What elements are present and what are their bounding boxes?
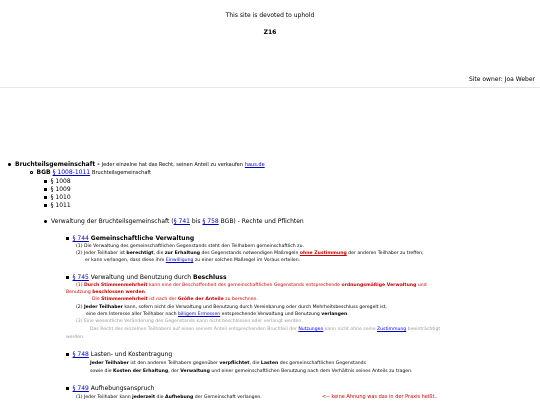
bullet-square-icon [66,276,69,279]
section-label: § 1008 [50,178,71,185]
header-line2: Z16 [263,29,277,36]
list-item-bgb [30,169,151,176]
link-745[interactable]: § 745 [72,274,89,281]
bullet-square-icon [66,237,69,240]
section-745-heading [66,274,227,281]
list-item-section [44,194,71,201]
paragraph: (1) Die Verwaltung des gemeinschaftlichen Gegenstands steht den Teilhabern gemeinschaftlich zu. [76,244,304,249]
text: berechtigt [126,251,154,256]
paragraph [76,395,262,400]
text: und einer gemeinschaftlichen Benutzung nach dem Verhältnis seines Anteils zu tragen. [209,369,413,374]
text: Lasten [260,361,279,366]
bullet-square-icon [44,180,47,183]
section-title: Lasten- und Kostentragung [90,351,173,358]
zustimmung-link[interactable]: Zustimmung [377,327,407,332]
verw-text: BGB) - Rechte und Pflichten [218,218,304,225]
text: kann nicht ohne seine [323,327,377,332]
bullet-square-icon [66,353,69,356]
verw-text: Verwaltung der Bruchteilsgemeinschaft ( [51,218,174,225]
verw-text: bis [189,218,203,225]
section-749-heading [66,385,154,392]
paragraph [90,361,366,366]
bullet-square-icon [44,196,47,199]
list-item-verwaltung [44,218,304,225]
einwilligung-link[interactable]: Einwilligung [165,258,194,263]
list-item-section [44,186,71,193]
section-label: § 1011 [50,202,71,209]
bullet-circle-icon [30,171,33,174]
text: Stimmenmehrheit [101,297,148,302]
ohne-zustimmung-link[interactable]: ohne Zustimmung [299,251,347,256]
paragraph [86,312,349,317]
paragraph [90,369,412,374]
text: , die [249,361,261,366]
paragraph: (3) Eine wesentliche Veränderung des Gegenstands kann nicht beschlossen oder verlangt werden. [76,319,303,324]
text: kann eine der Beschaffenheit des gemeinschaftlichen Gegenstands entsprechende [147,283,342,288]
section-title: Beschluss [193,274,227,281]
bgb-link[interactable]: § 1008-1011 [52,169,91,176]
text: Jeder Teilhaber [83,305,123,310]
text: kann, sofern nicht die Verwaltung und Benutzung durch Vereinbarung oder durch Mehrheitsbeschluss geregelt ist, [122,305,387,310]
text: zu einer solchen Maßregel im Voraus erteilen. [193,258,301,263]
billigem-ermessen-link[interactable]: billigem Ermessen [177,312,221,317]
text: sowie die [90,369,114,374]
text: . [144,290,147,295]
text: (1) Jeder Teilhaber kann [76,395,133,400]
text: verpflichtet [219,361,250,366]
paragraph [76,251,424,256]
text: , der [168,369,181,374]
paragraph [90,327,440,332]
text: Kosten der Erhaltung [113,369,169,374]
bullet-icon [8,163,11,166]
text: zur Erhaltung [164,251,201,256]
haus-link[interactable]: haus.de [244,162,265,168]
text: (2) [76,305,84,310]
section-label: § 1010 [50,194,71,201]
list-item-section [44,178,71,185]
section-748-heading [66,351,172,358]
section-744-heading [66,235,194,242]
bullet-square-icon [44,204,47,207]
text: ist den anderen Teilhabern gegenüber [128,361,220,366]
term-desc: Jeder einzelne hat das Recht, seinen Anteil zu verkaufen [101,162,243,168]
bgb-label: BGB [36,169,51,176]
text: . [347,312,349,317]
text: Größe der Anteile [177,297,224,302]
text: jederzeit [132,395,156,400]
text: der anderen Teilhaber zu treffen; [346,251,424,256]
paragraph [66,290,146,295]
link-749[interactable]: § 749 [72,385,89,392]
text: der Gemeinschaft verlangen. [193,395,262,400]
text: Verwaltung [180,369,210,374]
nutzungen-link[interactable]: Nutzungen [298,327,324,332]
link-758[interactable]: § 758 [202,218,219,225]
paragraph [85,258,300,263]
text: Durch Stimmenmehrheit [83,283,148,288]
text: ist nach der [147,297,178,302]
bgb-desc: Bruchteilsgemeinschaft [92,170,152,176]
text: verlangen [321,312,348,317]
section-label: § 1009 [50,186,71,193]
bullet-icon [44,220,47,223]
text: beeinträchtigt [406,327,441,332]
bullet-square-icon [66,387,69,390]
text: ordnungsmäßige Verwaltung [341,283,417,288]
link-741[interactable]: § 741 [173,218,190,225]
text: zu berechnen. [223,297,258,302]
site-owner: Site owner: Joa Weber [468,76,535,83]
text: er kann verlangen, dass diese ihre [85,258,166,263]
text: beschlossen werden [92,290,145,295]
section-title: Verwaltung und Benutzung durch [90,274,194,281]
term-title: Bruchteilsgemeinschaft - [15,161,100,168]
text: die [155,395,166,400]
list-item-section [44,202,71,209]
section-title: Gemeinschaftliche Verwaltung [90,235,195,242]
text: Benutzung [66,290,93,295]
paragraph [92,297,258,302]
annotation-note: <-- keine Ahnung was das in der Praxis heißt.. [322,394,438,400]
text: eine dem Interesse aller Teilhaber nach [86,312,178,317]
text: des gemeinschaftlichen Gegenstands [278,361,366,366]
divider [0,87,540,88]
text: und [416,283,427,288]
section-title: Aufhebungsanspruch [90,385,155,392]
list-item-bruchteilsgemeinschaft [8,161,265,168]
text: Jeder Teilhaber [90,361,129,366]
text: Aufhebung [165,395,194,400]
bullet-square-icon [44,188,47,191]
header-line1: This site is devoted to uphold [225,12,315,19]
text: entsprechende Verwaltung und Benutzung [220,312,322,317]
text: Das Recht des einzelnen Teilhabers auf einen seinem Anteil entsprechenden Bruchteil der [90,327,299,332]
paragraph: werden. [66,335,85,340]
text: (1) [76,283,84,288]
link-748[interactable]: § 748 [72,351,89,358]
text: (2) Jeder Teilhaber ist [76,251,127,256]
link-744[interactable]: § 744 [72,235,89,242]
paragraph [76,305,387,310]
text: Die [92,297,102,302]
text: des Gegenstands notwendigen Maßregeln [200,251,300,256]
paragraph [76,283,427,288]
text: , die [153,251,165,256]
